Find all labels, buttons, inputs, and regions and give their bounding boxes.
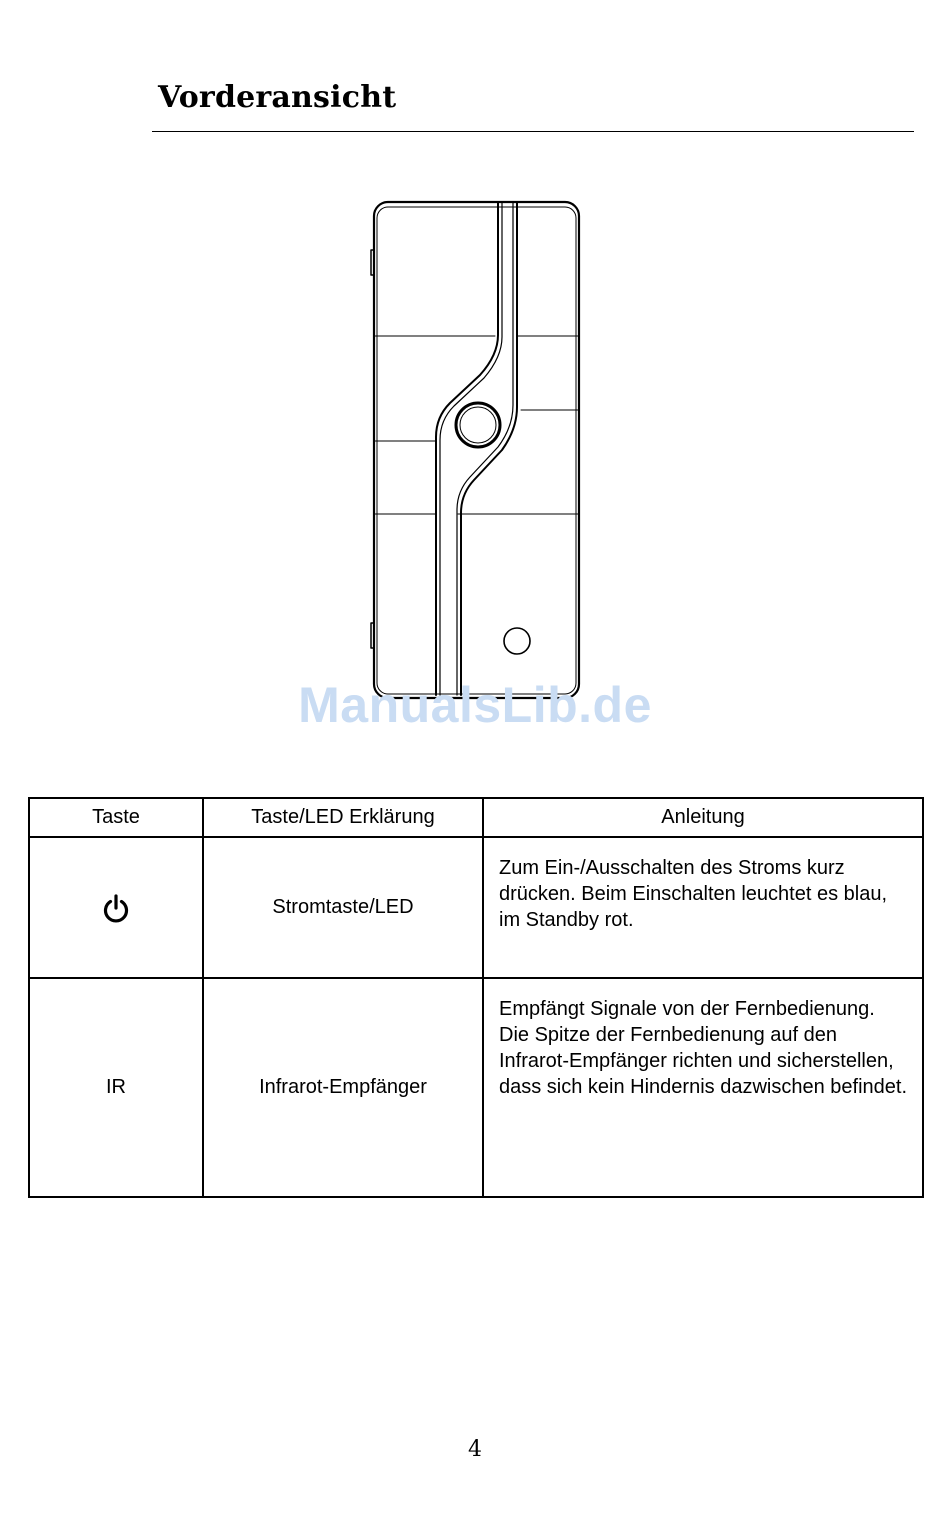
s-strip-right-inner [457, 203, 513, 695]
table-row [29, 837, 923, 978]
power-button-drawing [456, 403, 500, 447]
cell-explanation: Infrarot-Empfänger [203, 978, 483, 1197]
table-header-row [29, 798, 923, 837]
cell-explanation: Stromtaste/LED [203, 837, 483, 978]
power-icon [100, 892, 132, 924]
section-title: Vorderansicht [158, 80, 397, 115]
page-number: 4 [468, 1437, 482, 1462]
ir-receiver-drawing [504, 628, 530, 654]
header-instruction: Anleitung [483, 798, 923, 837]
cell-key: IR [29, 978, 203, 1197]
header-explanation: Taste/LED Erklärung [203, 798, 483, 837]
button-description-table [28, 797, 924, 1198]
s-strip-right-outer [461, 203, 517, 695]
power-button-ring [460, 407, 496, 443]
header-key: Taste [29, 798, 203, 837]
cell-key [29, 837, 203, 978]
device-inner-edge [377, 207, 576, 694]
watermark: ManualsLib.de [298, 677, 652, 733]
device-outer-casing [374, 202, 579, 698]
title-underline [152, 131, 914, 132]
cell-instruction: Empfängt Signale von der Fernbedienung. Die Spitze der Fernbedienung auf den Infrarot-Empfänger richten und sicherstellen, dass sich kein Hindernis dazwischen befindet. [483, 978, 923, 1197]
table-row [29, 978, 923, 1197]
cell-instruction: Zum Ein-/Ausschalten des Stroms kurz drücken. Beim Einschalten leuchtet es blau, im Standby rot. [483, 837, 923, 978]
device-front-view-drawing [360, 195, 590, 705]
s-strip-left-inner [440, 203, 502, 695]
s-strip-left-outer [436, 203, 498, 695]
